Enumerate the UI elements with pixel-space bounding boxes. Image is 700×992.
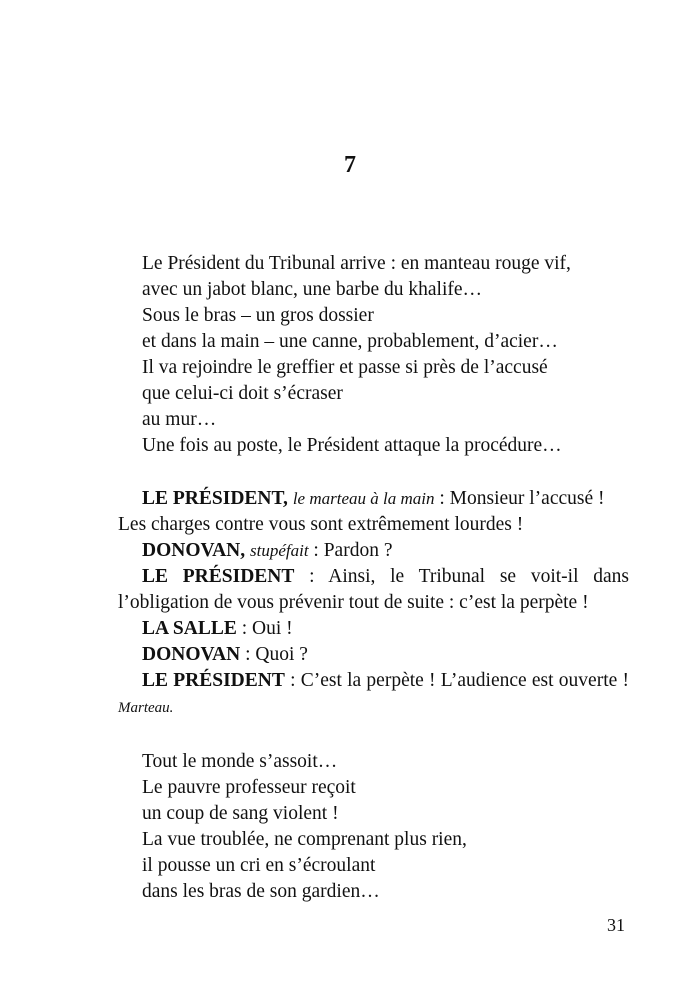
speaker-name: DONOVAN bbox=[142, 644, 241, 665]
chapter-number: 7 bbox=[344, 152, 356, 178]
stanza-line: Le Président du Tribunal arrive : en manteau rouge vif, bbox=[142, 253, 571, 274]
dialogue-text: : Ainsi, le Tribunal se voit-il dans l’obligation de vous prévenir tout de suite : c’est la perpète ! bbox=[118, 566, 630, 613]
stage-direction: Marteau. bbox=[118, 700, 174, 716]
dialogue-text: Les charges contre vous sont extrêmement lourdes ! bbox=[118, 514, 524, 535]
page-number: 31 bbox=[607, 915, 625, 935]
dialogue-text: : Oui ! bbox=[236, 618, 293, 639]
stanza-line: que celui-ci doit s’écraser bbox=[142, 383, 343, 404]
stanza-line: Tout le monde s’assoit… bbox=[142, 751, 338, 772]
stanza-line: et dans la main – une canne, probablement, d’acier… bbox=[142, 331, 558, 352]
stanza-line: Il va rejoindre le greffier et passe si près de l’accusé bbox=[142, 357, 548, 378]
dialogue-paragraph bbox=[118, 642, 629, 668]
speaker-name: DONOVAN, bbox=[142, 540, 246, 561]
stage-direction: le marteau à la main bbox=[292, 489, 435, 508]
speaker-name: LE PRÉSIDENT bbox=[142, 566, 295, 587]
narrative-stanza-1 bbox=[142, 251, 571, 459]
stanza-line: au mur… bbox=[142, 409, 217, 430]
dialogue-paragraph bbox=[118, 564, 629, 616]
stanza-line: Une fois au poste, le Président attaque la procédure… bbox=[142, 435, 562, 456]
stanza-line: un coup de sang violent ! bbox=[142, 803, 339, 824]
stanza-line: La vue troublée, ne comprenant plus rien, bbox=[142, 829, 467, 850]
dialogue-paragraph bbox=[118, 538, 629, 564]
dialogue-text: : Pardon ? bbox=[308, 540, 393, 561]
dialogue-text: : Quoi ? bbox=[240, 644, 308, 665]
stanza-line: dans les bras de son gardien… bbox=[142, 881, 380, 902]
dialogue-paragraph bbox=[118, 668, 629, 721]
stanza-line: avec un jabot blanc, une barbe du khalife… bbox=[142, 279, 483, 300]
speaker-name: LE PRÉSIDENT bbox=[142, 670, 285, 691]
dialogue-paragraph bbox=[118, 486, 629, 538]
narrative-stanza-2 bbox=[142, 749, 467, 905]
stage-direction: stupéfait bbox=[249, 541, 309, 560]
stanza-line: Sous le bras – un gros dossier bbox=[142, 305, 374, 326]
dialogue-text: : C’est la perpète ! L’audience est ouverte ! bbox=[284, 670, 629, 691]
dialogue-text: : Monsieur l’accusé ! bbox=[434, 488, 605, 509]
speaker-name: LE PRÉSIDENT, bbox=[142, 488, 288, 509]
speaker-name: LA SALLE bbox=[142, 618, 237, 639]
dialogue-paragraph bbox=[118, 616, 629, 642]
stanza-line: Le pauvre professeur reçoit bbox=[142, 777, 356, 798]
stanza-line: il pousse un cri en s’écroulant bbox=[142, 855, 376, 876]
dialogue-block bbox=[118, 486, 629, 721]
